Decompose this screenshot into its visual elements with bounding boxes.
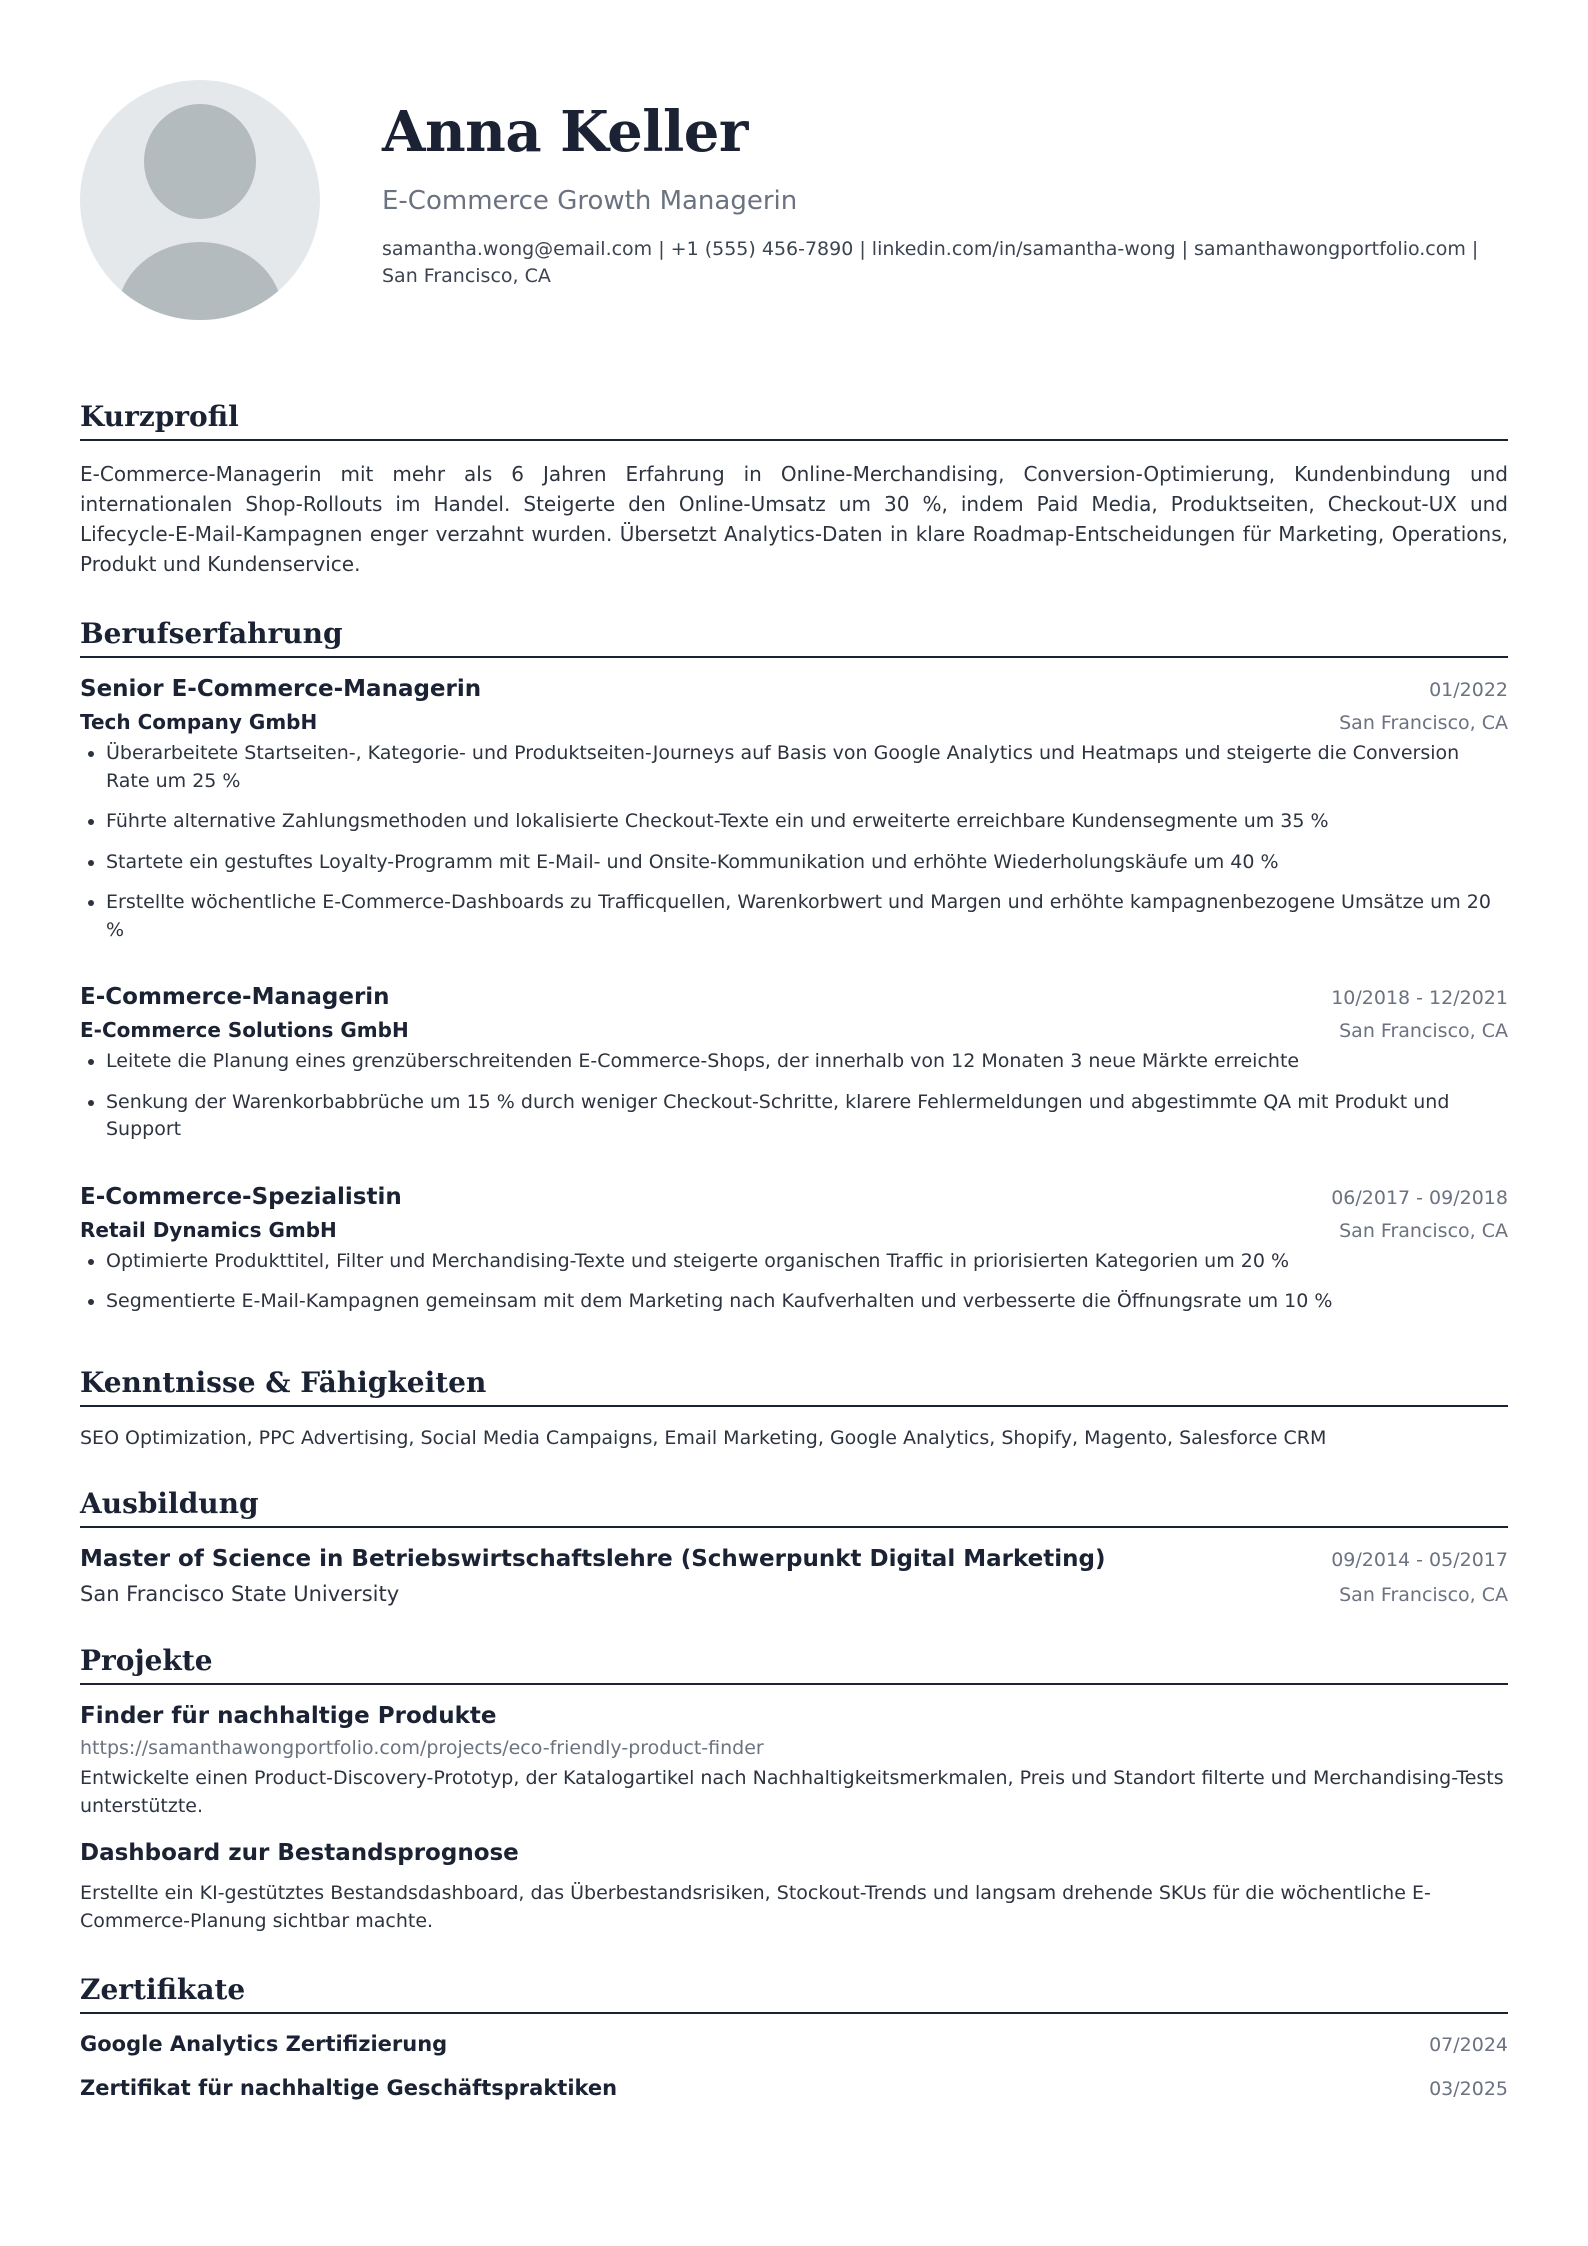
certificate-name: Zertifikat für nachhaltige Geschäftspraktiken: [80, 2076, 618, 2101]
resume-header: [80, 80, 1508, 320]
project-entry: [80, 1703, 1508, 1820]
experience-section: [80, 617, 1508, 1316]
education-degree: Master of Science in Betriebswirtschaftslehre (Schwerpunkt Digital Marketing): [80, 1546, 1106, 1573]
certificate-date: 03/2025: [1429, 2078, 1508, 2101]
job-company: Tech Company GmbH: [80, 710, 318, 734]
certificates-section: [80, 1973, 1508, 2100]
projects-section: [80, 1644, 1508, 1935]
job-company: Retail Dynamics GmbH: [80, 1217, 337, 1242]
education-school: San Francisco State University: [80, 1582, 400, 1607]
certificate-date: 07/2024: [1429, 2034, 1508, 2057]
candidate-name: Anna Keller: [382, 99, 748, 165]
certificate-entry: [80, 2076, 1508, 2100]
candidate-title: E-Commerce Growth Managerin: [382, 185, 798, 216]
job-date: 06/2017 - 09/2018: [1331, 1186, 1508, 1209]
section-title-summary: Kurzprofil: [80, 400, 1508, 441]
bullet-item: • Senkung der Warenkorbabbrüche um 15 % durch weniger Checkout-Schritte, klarere Fehlermeldungen und abgestimmte QA mit Produkt und Support: [106, 1089, 1508, 1144]
project-entry: [80, 1840, 1508, 1935]
job-entry: [80, 676, 1508, 944]
summary-text: E-Commerce-Managerin mit mehr als 6 Jahren Erfahrung in Online-Merchandising, Conversion-Optimierung, Kundenbindung und internationalen Shop-Rollouts im Handel. Steigerte den Online-Umsatz um 30 %, indem Paid Media, Produktseiten, Checkout-UX und Lifecycle-E-Mail-Kampagnen enger verzahnt wurden. Übersetzt Analytics-Daten in klare Roadmap-Entscheidungen für Marketing, Operations, Produkt und Kundenservice.: [80, 462, 1508, 576]
bullet-item: • Segmentierte E-Mail-Kampagnen gemeinsam mit dem Marketing nach Kaufverhalten und verbesserte die Öffnungsrate um 10 %: [106, 1288, 1508, 1316]
avatar-head: [144, 104, 256, 219]
job-date: 10/2018 - 12/2021: [1331, 987, 1508, 1010]
job-location: San Francisco, CA: [1339, 712, 1508, 734]
section-title-experience: Berufserfahrung: [80, 617, 1508, 658]
job-entry: [80, 984, 1508, 1144]
job-date: 01/2022: [1429, 679, 1508, 701]
avatar-placeholder-icon: [80, 80, 320, 320]
bullet-item: • Erstellte wöchentliche E-Commerce-Dashboards zu Trafficquellen, Warenkorbwert und Margen und erhöhte kampagnenbezogene Umsätze um 20 %: [106, 889, 1508, 944]
bullet-item: • Überarbeitete Startseiten-, Kategorie- und Produktseiten-Journeys auf Basis von Google Analytics und Heatmaps und steigerte die Conversion Rate um 25 %: [106, 740, 1508, 795]
section-title-education: Ausbildung: [80, 1487, 1508, 1528]
job-location: San Francisco, CA: [1339, 1020, 1508, 1043]
job-title: E-Commerce-Spezialistin: [80, 1183, 402, 1210]
project-url[interactable]: https://samanthawongportfolio.com/projects/eco-friendly-product-finder: [80, 1737, 764, 1760]
job-title: Senior E-Commerce-Managerin: [80, 676, 482, 702]
education-date: 09/2014 - 05/2017: [1331, 1549, 1508, 1572]
education-section: [80, 1487, 1508, 1606]
header-info: [382, 80, 1508, 291]
project-description: Entwickelte einen Product-Discovery-Prototyp, der Katalogartikel nach Nachhaltigkeitsmerkmalen, Preis und Standort filterte und Merchandising-Tests unterstützte.: [80, 1767, 1504, 1817]
project-name: Finder für nachhaltige Produkte: [80, 1703, 497, 1730]
bullet-item: • Optimierte Produkttitel, Filter und Merchandising-Texte und steigerte organischen Traffic in priorisierten Kategorien um 20 %: [106, 1248, 1508, 1276]
skills-text: SEO Optimization, PPC Advertising, Social Media Campaigns, Email Marketing, Google Analytics, Shopify, Magento, Salesforce CRM: [80, 1427, 1327, 1450]
job-location: San Francisco, CA: [1339, 1219, 1508, 1242]
section-title-projects: Projekte: [80, 1644, 1508, 1685]
project-name: Dashboard zur Bestandsprognose: [80, 1840, 519, 1867]
summary-section: [80, 400, 1508, 579]
job-bullets: [80, 1048, 1508, 1144]
skills-section: [80, 1366, 1508, 1449]
bullet-item: • Startete ein gestuftes Loyalty-Programm mit E-Mail- und Onsite-Kommunikation und erhöhte Wiederholungskäufe um 40 %: [106, 849, 1508, 877]
project-description: Erstellte ein KI-gestütztes Bestandsdashboard, das Überbestandsrisiken, Stockout-Trends und langsam drehende SKUs für die wöchentliche E-Commerce-Planung sichtbar machte.: [80, 1882, 1431, 1932]
job-company: E-Commerce Solutions GmbH: [80, 1018, 409, 1043]
certificate-name: Google Analytics Zertifizierung: [80, 2032, 448, 2057]
education-location: San Francisco, CA: [1339, 1584, 1508, 1607]
job-bullets: [80, 740, 1508, 944]
job-bullets: [80, 1248, 1508, 1316]
bullet-item: • Leitete die Planung eines grenzüberschreitenden E-Commerce-Shops, der innerhalb von 12 Monaten 3 neue Märkte erreichte: [106, 1048, 1508, 1076]
certificate-entry: [80, 2032, 1508, 2056]
job-entry: [80, 1184, 1508, 1316]
bullet-item: • Führte alternative Zahlungsmethoden und lokalisierte Checkout-Texte ein und erweiterte erreichbare Kundensegmente um 35 %: [106, 808, 1508, 836]
contact-line: samantha.wong@email.com | +1 (555) 456-7890 | linkedin.com/in/samantha-wong | samanthawongportfolio.com | San Francisco, CA: [382, 237, 1479, 288]
job-title: E-Commerce-Managerin: [80, 984, 390, 1011]
section-title-certificates: Zertifikate: [80, 1973, 1508, 2014]
section-title-skills: Kenntnisse & Fähigkeiten: [80, 1366, 1508, 1407]
avatar-body: [118, 242, 282, 320]
